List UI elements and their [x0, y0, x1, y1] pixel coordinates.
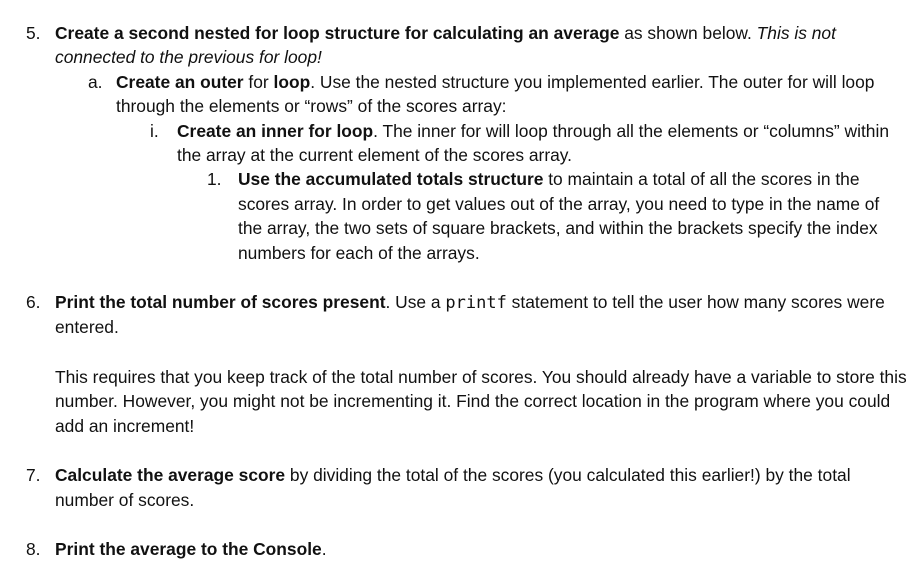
step-6-text [55, 290, 904, 340]
step-5a-i [0, 119, 924, 168]
step-7-number: 7. [26, 465, 41, 486]
step-5a-i-1-number: 1. [207, 169, 222, 190]
spacer [0, 512, 924, 537]
step-5a-text [116, 70, 894, 119]
step-6-rest: statement to tell the user how many scores were entered. [55, 292, 885, 338]
step-7 [0, 463, 924, 512]
step-6-paragraph: This requires that you keep track of the total number of scores. You should already have a variable to store this number. However, you might not be incrementing it. Find the correct location in the program where you could add an increment! [55, 366, 907, 436]
step-6-number: 6. [26, 292, 41, 313]
step-6-pre: . Use a [385, 292, 446, 313]
step-5a-heading-2: loop [273, 71, 311, 92]
step-7-heading: Calculate the average score [55, 465, 286, 486]
step-7-text [55, 463, 904, 512]
spacer [0, 340, 924, 365]
step-8-heading: Print the average to the Console [55, 538, 322, 559]
step-5 [0, 21, 924, 70]
step-5a [0, 70, 924, 119]
step-5-heading: Create a second nested for loop structure for calculating an average [55, 23, 620, 43]
step-5a-i-1-text [238, 167, 894, 265]
step-8 [0, 537, 924, 561]
step-5-note: This is not connected to the previous for loop! [55, 23, 836, 68]
step-5a-number: a. [88, 71, 103, 92]
step-5-rest: as shown below. [619, 23, 757, 43]
step-5a-i-text [177, 119, 894, 168]
step-5a-i-rest: . The inner for will loop through all the elements or “columns” within the array at the current element of the scores array. [177, 120, 889, 166]
step-5-number: 5. [26, 23, 41, 43]
step-5a-mid: for [243, 71, 274, 92]
step-8-text [55, 537, 904, 561]
step-5-text [55, 21, 904, 70]
step-5a-i-number: i. [150, 120, 159, 141]
step-8-number: 8. [26, 538, 41, 559]
step-5a-rest: . Use the nested structure you implemented earlier. The outer for will loop through the elements or “rows” of the scores array: [116, 71, 875, 117]
spacer [0, 265, 924, 290]
step-6 [0, 290, 924, 340]
step-5a-heading: Create an outer [116, 71, 244, 92]
step-6-code: printf [445, 293, 507, 314]
step-7-rest: by dividing the total of the scores (you calculated this earlier!) by the total number of scores. [55, 465, 851, 510]
step-8-rest: . [321, 538, 327, 559]
step-5a-i-heading: Create an inner for loop [177, 120, 374, 141]
step-5a-i-1 [0, 167, 924, 265]
spacer [0, 438, 924, 463]
step-5a-i-1-heading: Use the accumulated totals structure [238, 169, 544, 190]
step-6-heading: Print the total number of scores present [55, 292, 386, 313]
instruction-document [0, 21, 924, 561]
step-5a-i-1-rest: to maintain a total of all the scores in the scores array. In order to get values out of the array, you need to type in the name of the array, the two sets of square brackets, and within the brackets specify the index numbers for each of the arrays. [238, 169, 880, 263]
